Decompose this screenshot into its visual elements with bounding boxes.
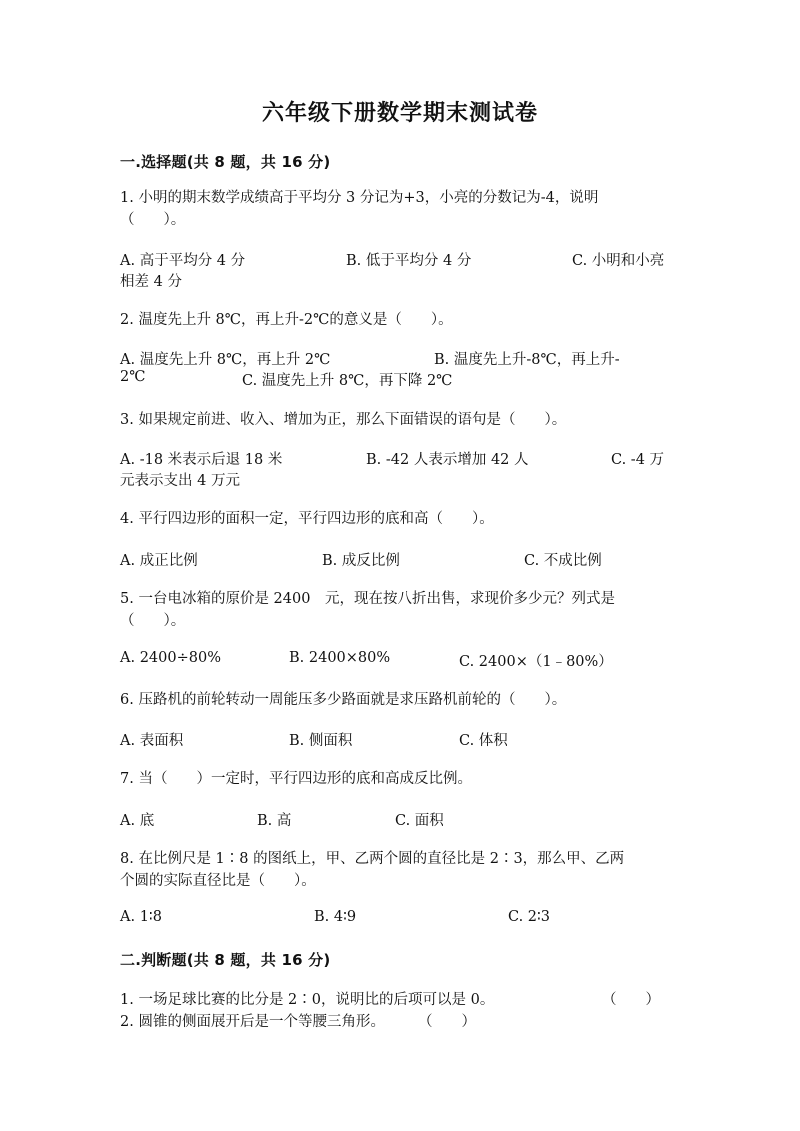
question-3-option-a[interactable]: A. -18 米表示后退 18 米 [120,452,283,468]
question-7-option-a[interactable]: A. 底 [120,813,155,829]
page-title: 六年级下册数学期末测试卷 [261,101,538,126]
question-4-option-b[interactable]: B. 成反比例 [322,553,400,569]
question-8-option-c[interactable]: C. 2∶3 [508,909,551,925]
question-3 [120,409,676,431]
judge-item-2 [120,1010,680,1031]
question-8 [120,848,676,892]
question-3-stem: 3. 如果规定前进、收入、增加为正，那么下面错误的语句是（ ）。 [120,412,567,428]
question-3-option-c[interactable]: C. -4 万 [611,452,665,468]
question-5-option-a[interactable]: A. 2400÷80% [120,650,221,666]
question-1-option-b[interactable]: B. 低于平均分 4 分 [346,253,472,269]
question-2-option-a[interactable]: A. 温度先上升 8℃，再上升 2℃ [120,352,331,368]
question-8-option-a[interactable]: A. 1∶8 [120,909,162,925]
question-5-stem-cont: （ ）。 [120,613,186,629]
judge-item-1 [120,988,680,1009]
question-1-option-c-cont: 相差 4 分 [120,274,182,290]
question-6 [120,689,676,711]
judge-item-1-answer-blank[interactable]: （ ） [602,992,660,1008]
question-8-stem-cont: 个圆的实际直径比是（ ）。 [120,873,316,889]
question-8-stem: 8. 在比例尺是 1∶8 的图纸上，甲、乙两个圆的直径比是 2∶3，那么甲、乙两 [120,851,625,867]
question-1-option-a[interactable]: A. 高于平均分 4 分 [120,253,246,269]
question-8-option-b[interactable]: B. 4∶9 [314,909,357,925]
question-2 [120,309,676,331]
question-4 [120,508,676,530]
question-2-stem: 2. 温度先上升 8℃，再上升-2℃的意义是（ ）。 [120,312,453,328]
question-4-option-a[interactable]: A. 成正比例 [120,553,198,569]
judge-item-2-text: 2. 圆锥的侧面展开后是一个等腰三角形。 [120,1014,385,1030]
question-7-option-b[interactable]: B. 高 [257,813,292,829]
question-7 [120,768,676,790]
judge-item-1-text: 1. 一场足球比赛的比分是 2∶0，说明比的后项可以是 0。 [120,992,495,1008]
question-6-stem: 6. 压路机的前轮转动一周能压多少路面就是求压路机前轮的（ ）。 [120,692,567,708]
question-4-stem: 4. 平行四边形的面积一定，平行四边形的底和高（ ）。 [120,511,494,527]
question-6-option-a[interactable]: A. 表面积 [120,733,184,749]
question-5-option-c[interactable]: C. 2400×（1﹣80%） [459,654,613,670]
question-1-stem-cont: （ ）。 [120,212,186,228]
question-2-option-c[interactable]: C. 温度先上升 8℃，再下降 2℃ [242,373,453,389]
section-heading-multiple-choice: 一.选择题(共 8 题，共 16 分) [120,153,331,171]
question-5-stem: 5. 一台电冰箱的原价是 2400 元，现在按八折出售，求现价多少元？列式是 [120,591,615,607]
question-4-option-c[interactable]: C. 不成比例 [524,553,602,569]
question-5 [120,588,676,632]
question-3-option-c-cont: 元表示支出 4 万元 [120,473,240,489]
question-1-option-c[interactable]: C. 小明和小亮 [572,253,665,269]
question-3-option-b[interactable]: B. -42 人表示增加 42 人 [366,452,529,468]
question-2-option-b[interactable]: B. 温度先上升-8℃，再上升- [434,352,620,368]
judge-item-2-answer-blank[interactable]: （ ） [418,1014,476,1030]
question-6-option-b[interactable]: B. 侧面积 [289,733,353,749]
section-heading-true-false: 二.判断题(共 8 题，共 16 分) [120,951,331,969]
question-2-option-b-cont: 2℃ [120,369,146,385]
question-7-option-c[interactable]: C. 面积 [395,813,444,829]
question-1-stem: 1. 小明的期末数学成绩高于平均分 3 分记为+3，小亮的分数记为-4，说明 [120,190,599,206]
question-1 [120,187,676,231]
question-6-option-c[interactable]: C. 体积 [459,733,508,749]
question-7-stem: 7. 当（ ）一定时，平行四边形的底和高成反比例。 [120,771,472,787]
question-5-option-b[interactable]: B. 2400×80% [289,650,391,666]
